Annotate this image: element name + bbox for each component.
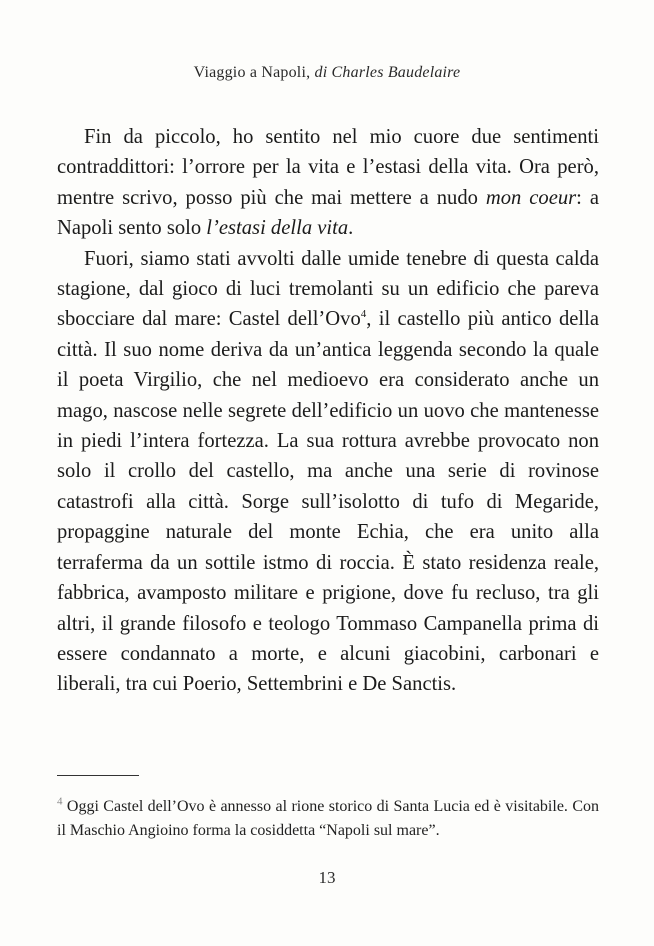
paragraph-1-text-c: . xyxy=(348,217,354,240)
paragraph-2-text-b: , il castello più antico della città. Il suo nome deriva da un’antica leggenda secondo la quale il poeta Virgilio, che nel medioevo era considerato anche un mago, nascose nelle segrete dell’edificio un uovo che mantenesse in piedi l’intera fortezza. La sua rottura avrebbe provocato non solo il crollo del castello, ma anche una serie di rovinose catastrofi alla città. Sorge sull’isolotto di tufo di Megaride, propaggine naturale del monte Echia, che era unito alla terraferma da un sottile istmo di roccia. È stato residenza reale, fabbrica, avamposto militare e prigione, dove fu recluso, tra gli altri, il grande filosofo e teologo Tommaso Campanella prima di essere condannato a morte, e alcuni giacobini, carbonari e liberali, tra cui Poerio, Settembrini e De Sanctis. xyxy=(57,308,599,696)
paragraph-2-text-a: Fuori, siamo stati avvolti dalle umide tenebre di questa calda stagione, dal gioco di luci tremolanti su un edificio che pareva sbocciare dal mare: Castel dell’Ovo xyxy=(57,247,599,331)
footnote-rule xyxy=(57,775,139,776)
paragraph-2 xyxy=(57,244,599,700)
page-number: 13 xyxy=(318,868,336,887)
running-head-author: di Charles Baudelaire xyxy=(314,64,461,81)
running-head xyxy=(0,64,654,82)
paragraph-1-italic-estasi: l’estasi della vita xyxy=(206,217,349,240)
body-text xyxy=(57,122,599,700)
footnote xyxy=(57,795,599,842)
paragraph-1-text-b: : a Napoli sento solo xyxy=(57,186,599,240)
running-head-title: Viaggio a Napoli, xyxy=(193,64,311,81)
paragraph-1-text-a: Fin da piccolo, ho sentito nel mio cuore due sentimenti contraddittori: l’orrore per la vita e l’estasi della vita. Ora però, mentre scrivo, posso più che mai mettere a nudo xyxy=(57,126,599,209)
paragraph-1-italic-mon-coeur: mon coeur xyxy=(485,186,577,209)
footnote-text: Oggi Castel dell’Ovo è annesso al rione storico di Santa Lucia ed è visitabile. Con il Maschio Angioino forma la cosiddetta “Napoli sul mare”. xyxy=(57,798,599,839)
footnote-mark: 4 xyxy=(57,795,63,808)
paragraph-1 xyxy=(57,122,599,244)
footnote-reference: 4 xyxy=(360,308,367,321)
